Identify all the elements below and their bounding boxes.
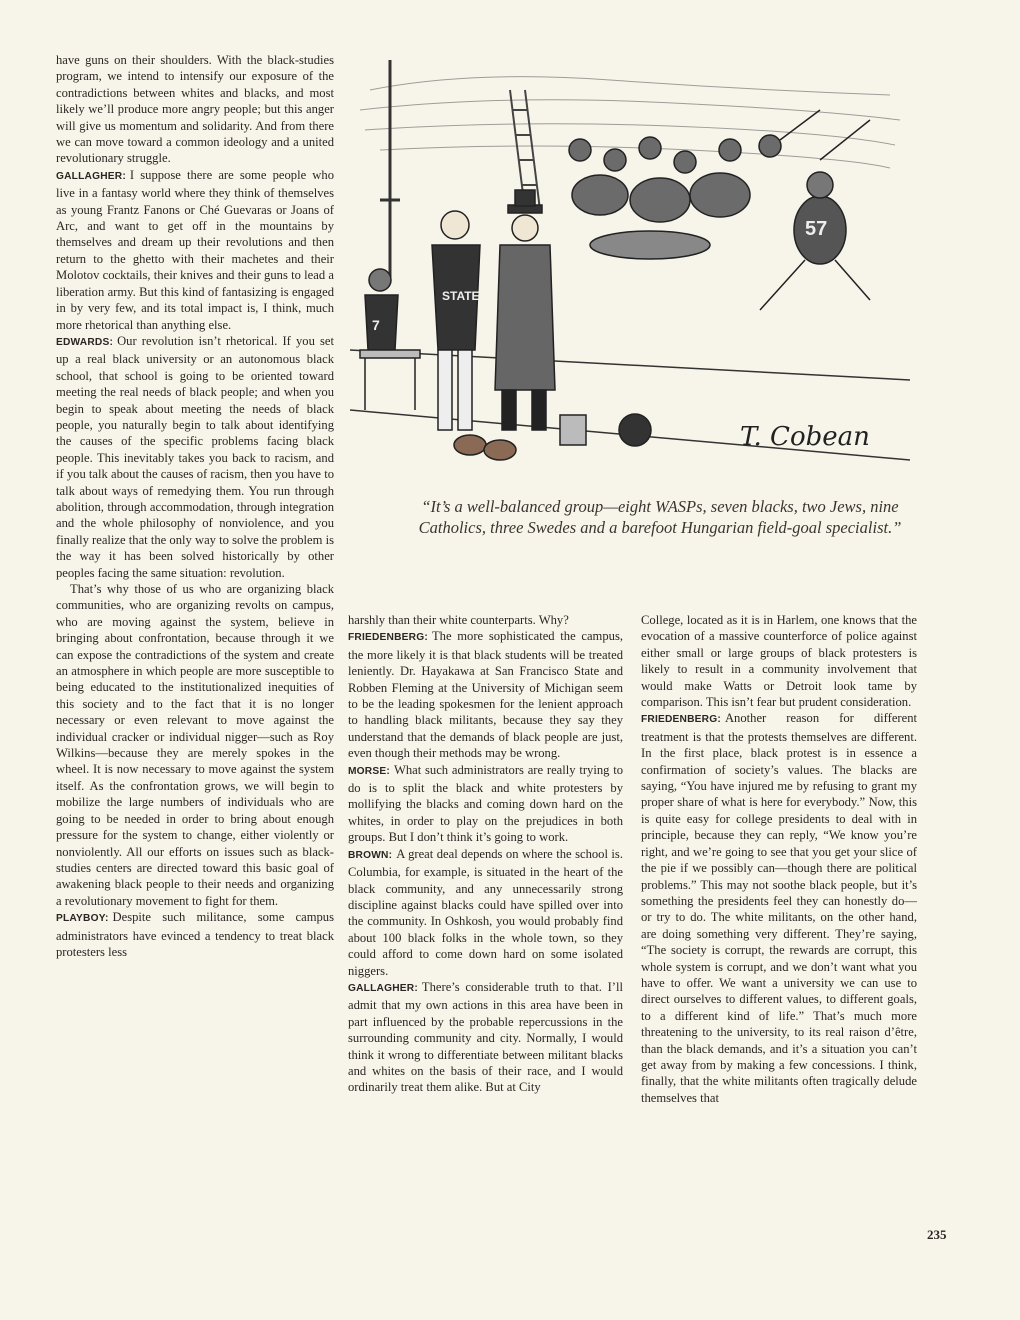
text-column-1 [56,52,334,960]
paragraph-text: The more sophisticated the campus, the more likely it is that black students will be treated leniently. Dr. Hayakawa at San Francisco State and Robben Fleming at the University of Michigan seem to be the leading spokesmen for the lenient approach to handling black militants, because they say they understand that the demands of black people are just, even though their methods may be wrong. [348,629,623,761]
speaker-label: GALLAGHER: [348,982,418,994]
paragraph-text: That’s why those of us who are organizing black communities, who are organizing revolts on campus, who are moving against the system, believe in bringing about confrontation, because through it we can expose the contradictions of the system and create an atmosphere in which people are more susceptible to being educated to the institutionalized inequities of this society and to the fact that it is no longer necessary or even relevant to move against the individual cracker or individual nigger—such as Roy Wilkins—because they are merely spokes in the wheel. It is now necessary to move against the system itself. As the confrontation grows, we will begin to mobilize the large numbers of individuals who are going to be needed in order to bring about enough pressure for the system to change, either violently or nonviolently. All our efforts on issues such as black-studies centers are directed toward this basic goal of awakening black people to their needs and organizing a revolutionary movement to fight for them. [56,582,334,908]
paragraph-text: Despite such militance, some campus administrators have evinced a tendency to treat black protesters less [56,910,334,959]
paragraph-text: College, located as it is in Harlem, one knows that the evocation of a massive counterforce of police against either small or large groups of black protesters is likely to result in a community involvement that would make Watts or Detroit look tame by comparison. This isn’t fear but prudent consideration. [641,613,917,710]
jersey-state-text: STATE [442,289,480,303]
cartoon-illustration [350,50,910,490]
paragraph [348,628,623,761]
paragraph-text: There’s considerable truth to that. I’ll admit that my own actions in this area have been in part influenced by the probable repercussions in the surrounding community and city. Normally, I would think it wrong to differentiate between militant blacks and whites on the basis of their race, and I would ordinarily treat them alike. But at City [348,979,623,1095]
paragraph-text: Another reason for different treatment is that the protests themselves are different. In the first place, black protest is in essence a confirmation of society’s values. The blacks are saying, “You have injured me by refusing to grant my proper share of what is here for everybody.” Now, this is quite easy for college presidents to deal with in principle, because they can reply, “We know you’re right, and we’re going to see that you get your slice of the pie if we possibly can—though there are political problems.” This may not soothe black people, but it’s something the presidents feel they can honestly do—or try to do. The white militants, on the other hand, are doing something very different. They’re saying, “The society is corrupt, the rewards are corrupt, this whole system is corrupt, and we don’t want what you have to offer. We want a university we can use to direct ourselves to different values, to different goals, to a different kind of life.” That’s much more threatening to the university, to its real raison d’être, than the black demands, and it’s a situation you can’t get away from by making a few concessions. I think, finally, that the white militants often tragically delude themselves that [641,711,917,1105]
paragraph [348,979,623,1096]
speaker-label: FRIEDENBERG: [348,632,428,644]
jersey-57-number: 57 [805,218,828,240]
text-column-2 [348,612,623,1096]
paragraph-text: What such administrators are really trying to do is to split the black and white protesters by mollifying the blacks and coming down hard on the whites, in order to play on the prejudices in both groups. But I don’t think it’s going to work. [348,762,623,845]
speaker-label: MORSE: [348,765,390,777]
text-column-3 [641,612,917,1106]
paragraph-text: A great deal depends on where the school is. Columbia, for example, is situated in the heart of the black community, and any unnecessarily strong discipline against blacks could have spilled over into the community. In Oshkosh, you would probably find about 100 black folks in the whole town, so they could afford to come down hard on some isolated niggers. [348,846,623,978]
jersey-7-number: 7 [372,317,380,333]
speaker-label: EDWARDS: [56,336,114,348]
cartoon-caption: “It’s a well-balanced group—eight WASPs, seven blacks, two Jews, nine Catholics, three Swedes and a barefoot Hungarian field-goal specialist.” [418,497,902,537]
paragraph [56,333,334,581]
paragraph [56,581,334,909]
paragraph-text: have guns on their shoulders. With the black-studies program, we intend to intensify our exposure of the contradictions between whites and blacks, and most likely we’ll produce more angry people; but this anger will give us momentum and solidarity. And from there we can move toward a common ideology and a united revolutionary struggle. [56,53,334,166]
paragraph [56,52,334,167]
paragraph [348,612,623,628]
paragraph [641,612,917,710]
paragraph-text: Our revolution isn’t rhetorical. If you set up a real black university or an autonomous black school, that school is going to be oriented toward meeting the real needs of black people; and when you begin to speak about meeting the needs of black people, you naturally begin to talk about identifying the causes of the specific problems facing black people. This inevitably takes you back to racism, and if you talk about the causes of racism, then you have to talk about ways of remedying them. You run through abolition, through accommodation, through integration and the whole philosophy of nonviolence, and you finally realize that the only way to solve the problem is the way it has been solved historically by other peoples facing the same situation: revolution. [56,333,334,580]
paragraph [56,167,334,333]
paragraph [348,762,623,846]
paragraph-text: I suppose there are some people who live in a fantasy world where they think of themselves as young Frantz Fanons or Ché Guevaras or Joans of Arc, and want to get off in the mountains by themselves and dream up their revolutions and then return to the ghetto with their machetes and their Molotov cocktails, their knives and their guns to lead a liberation army. But this kind of fantasizing is engaged in by very few, and its total impact is, I think, much more rhetorical than anything else. [56,167,334,332]
speaker-label: PLAYBOY: [56,913,109,925]
page-number: 235 [927,1227,947,1242]
speaker-label: GALLAGHER: [56,170,126,182]
speaker-label: BROWN: [348,849,393,861]
paragraph [56,909,334,960]
cartoonist-signature: T. Cobean [740,422,870,452]
paragraph [641,710,917,1106]
paragraph-text: harshly than their white counterparts. Why? [348,613,569,627]
paragraph [348,846,623,979]
speaker-label: FRIEDENBERG: [641,714,721,726]
